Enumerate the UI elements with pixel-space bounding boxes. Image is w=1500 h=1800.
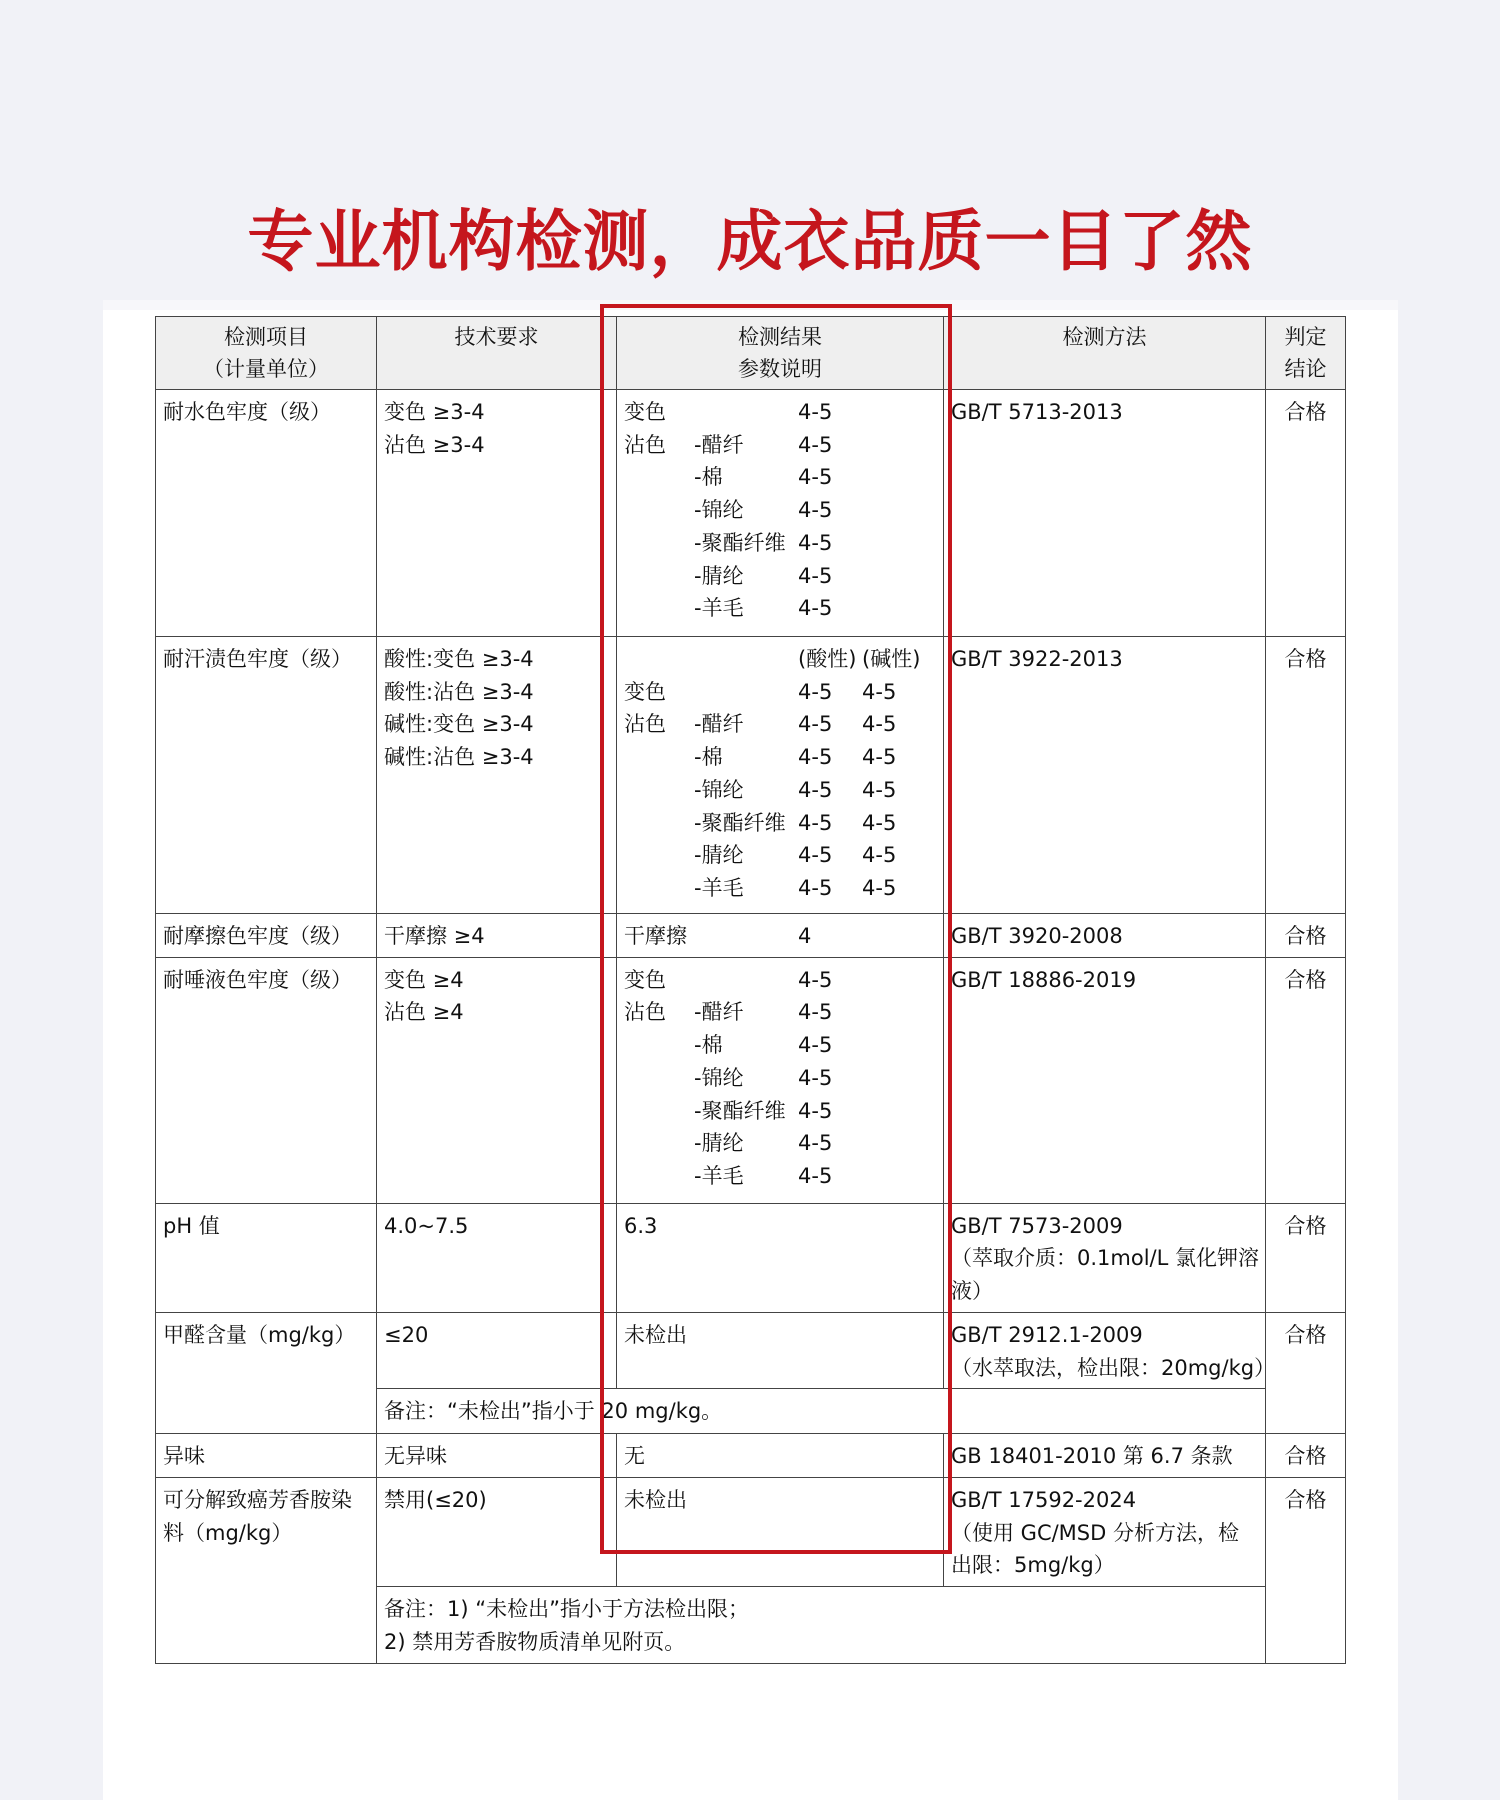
result-cell: 无 xyxy=(617,1434,944,1478)
header-item: 检测项目 （计量单位） xyxy=(156,317,377,390)
requirement-cell: ≤20 xyxy=(377,1312,617,1388)
verdict-cell: 合格 xyxy=(1266,390,1346,637)
item-cell: 耐唾液色牢度（级） xyxy=(156,957,377,1203)
item-cell: 耐摩擦色牢度（级） xyxy=(156,914,377,958)
header-method: 检测方法 xyxy=(944,317,1266,390)
result-line: 变色 4-5 xyxy=(624,967,833,992)
page-headline: 专业机构检测，成衣品质一目了然 xyxy=(247,203,1253,280)
result-line: -腈纶 4-5 xyxy=(694,1131,833,1156)
result-cell: 未检出 xyxy=(617,1312,944,1388)
report-sheet-edge xyxy=(103,300,1398,310)
method-cell: GB/T 7573-2009 （萃取介质：0.1mol/L 氯化钾溶 液） xyxy=(944,1203,1266,1312)
result-cell xyxy=(617,637,944,914)
result-line: 沾色 -醋纤 4-5 xyxy=(624,1000,833,1025)
table-row xyxy=(156,637,1346,914)
note-cell: 备注：1) “未检出”指小于方法检出限； 2) 禁用芳香胺物质清单见附页。 xyxy=(377,1587,1266,1664)
result-line: 干摩擦 4 xyxy=(624,924,812,948)
test-report-table xyxy=(155,316,1346,1664)
result-line: -腈纶 4-5 xyxy=(694,563,833,588)
header-result: 检测结果 参数说明 xyxy=(617,317,944,390)
item-cell: 可分解致癌芳香胺染料（mg/kg） xyxy=(156,1477,377,1663)
result-line: -锦纶 4-5 xyxy=(694,498,833,523)
requirement-cell: 禁用(≤20) xyxy=(377,1477,617,1586)
item-cell: 甲醛含量（mg/kg） xyxy=(156,1312,377,1433)
requirement-cell: 无异味 xyxy=(377,1434,617,1478)
result-line: -棉 4-5 xyxy=(694,465,833,490)
verdict-cell: 合格 xyxy=(1266,1434,1346,1478)
header-requirement: 技术要求 xyxy=(377,317,617,390)
table-row xyxy=(156,1477,1346,1586)
result-line: -锦纶 4-5 4-5 xyxy=(694,777,897,802)
result-cell: 6.3 xyxy=(617,1203,944,1312)
requirement-cell: 干摩擦 ≥4 xyxy=(377,914,617,958)
table-row xyxy=(156,914,1346,958)
item-cell: 耐汗渍色牢度（级） xyxy=(156,637,377,914)
verdict-cell: 合格 xyxy=(1266,1312,1346,1433)
method-cell: GB/T 17592-2024 （使用 GC/MSD 分析方法，检 出限：5mg/kg） xyxy=(944,1477,1266,1586)
note-cell: 备注：“未检出”指小于 20 mg/kg。 xyxy=(377,1389,1266,1434)
method-cell: GB/T 3920-2008 xyxy=(944,914,1266,958)
table-row xyxy=(156,1434,1346,1478)
result-line: 变色 4-5 xyxy=(624,400,833,424)
table-row xyxy=(156,1203,1346,1312)
result-line: -聚酯纤维 4-5 xyxy=(694,1098,833,1123)
result-subheader: (酸性) (碱性) xyxy=(798,647,921,671)
method-cell: GB/T 18886-2019 xyxy=(944,957,1266,1203)
verdict-cell: 合格 xyxy=(1266,637,1346,914)
result-line: -锦纶 4-5 xyxy=(694,1065,833,1090)
header-verdict: 判定 结论 xyxy=(1266,317,1346,390)
method-cell: GB/T 2912.1-2009 （水萃取法，检出限：20mg/kg） xyxy=(944,1312,1266,1388)
method-cell: GB/T 5713-2013 xyxy=(944,390,1266,637)
result-line: -羊毛 4-5 4-5 xyxy=(694,875,897,900)
table-row xyxy=(156,957,1346,1203)
result-line: -聚酯纤维 4-5 xyxy=(694,530,833,555)
verdict-cell: 合格 xyxy=(1266,1203,1346,1312)
result-line: 沾色 -醋纤 4-5 4-5 xyxy=(624,712,897,737)
result-line: -羊毛 4-5 xyxy=(694,596,833,621)
table-row xyxy=(156,1312,1346,1388)
result-line: -棉 4-5 xyxy=(694,1033,833,1058)
item-cell: 异味 xyxy=(156,1434,377,1478)
result-cell xyxy=(617,957,944,1203)
method-cell: GB/T 3922-2013 xyxy=(944,637,1266,914)
method-cell: GB 18401-2010 第 6.7 条款 xyxy=(944,1434,1266,1478)
result-line: -腈纶 4-5 4-5 xyxy=(694,843,897,868)
requirement-cell: 变色 ≥4 沾色 ≥4 xyxy=(377,957,617,1203)
table-header-row xyxy=(156,317,1346,390)
result-line: -羊毛 4-5 xyxy=(694,1163,833,1188)
requirement-cell: 4.0~7.5 xyxy=(377,1203,617,1312)
result-line: 沾色 -醋纤 4-5 xyxy=(624,432,833,457)
result-cell xyxy=(617,390,944,637)
result-line: -聚酯纤维 4-5 4-5 xyxy=(694,810,897,835)
table-row xyxy=(156,390,1346,637)
verdict-cell: 合格 xyxy=(1266,957,1346,1203)
result-line: -棉 4-5 4-5 xyxy=(694,745,897,770)
verdict-cell: 合格 xyxy=(1266,914,1346,958)
verdict-cell: 合格 xyxy=(1266,1477,1346,1663)
result-line: 变色 4-5 4-5 xyxy=(624,679,897,704)
item-cell: pH 值 xyxy=(156,1203,377,1312)
requirement-cell: 酸性:变色 ≥3-4 酸性:沾色 ≥3-4 碱性:变色 ≥3-4 碱性:沾色 ≥3-4 xyxy=(377,637,617,914)
result-cell xyxy=(617,914,944,958)
result-cell: 未检出 xyxy=(617,1477,944,1586)
item-cell: 耐水色牢度（级） xyxy=(156,390,377,637)
requirement-cell: 变色 ≥3-4 沾色 ≥3-4 xyxy=(377,390,617,637)
